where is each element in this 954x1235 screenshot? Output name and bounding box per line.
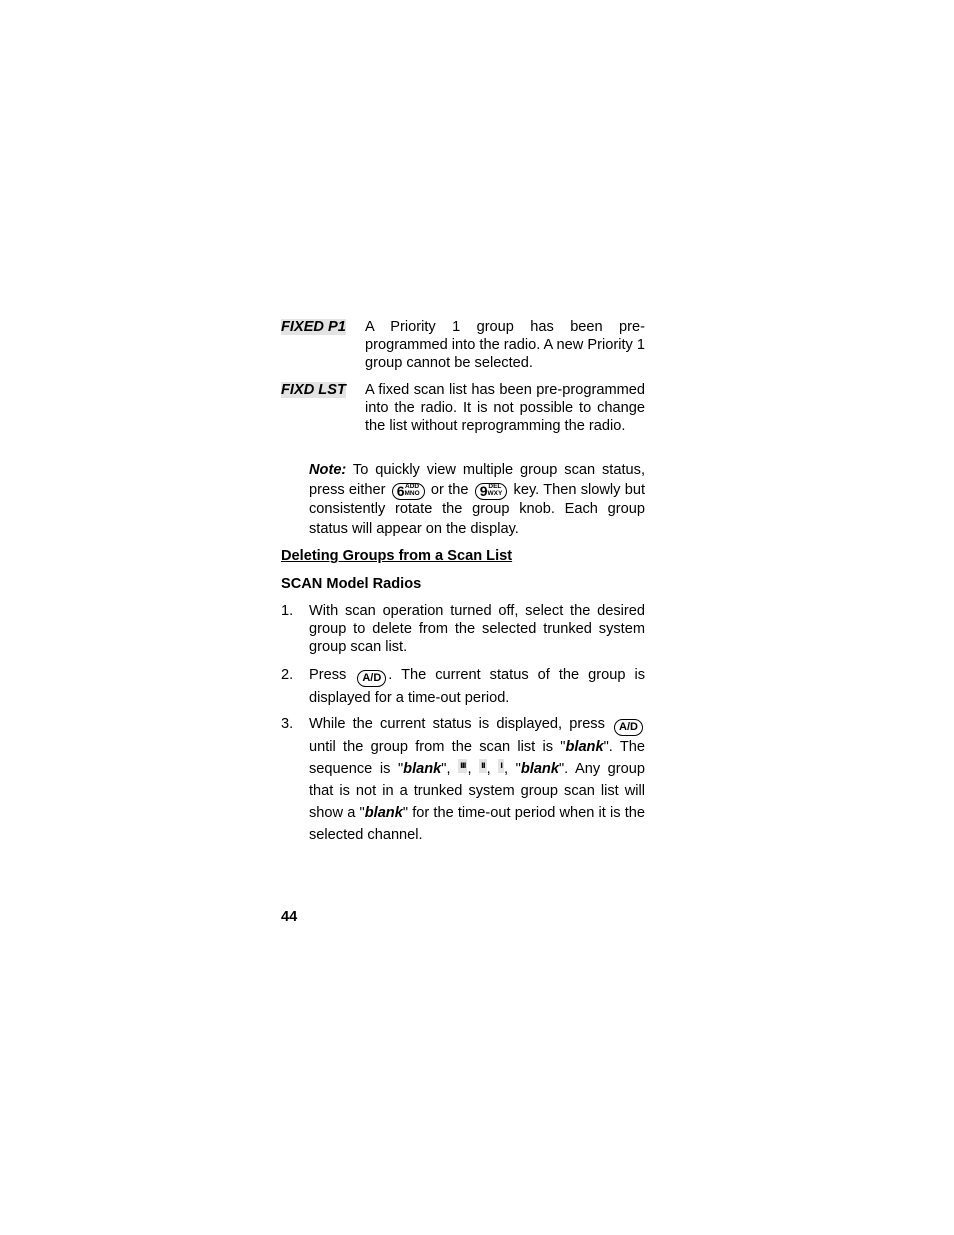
definition-description: A fixed scan list has been pre-programmed into the radio. It is not possible to change the list without reprogramming the radio. bbox=[365, 382, 645, 434]
note-label: Note: bbox=[309, 462, 347, 478]
signal-two-bars-icon: ıı bbox=[481, 760, 485, 771]
ad-key-icon: A/D bbox=[614, 719, 643, 736]
ad-key-icon: A/D bbox=[357, 670, 386, 687]
definition-term: FIXED P1 bbox=[281, 319, 346, 335]
signal-three-bars-icon: ııı bbox=[460, 760, 466, 771]
note-paragraph: Note: To quickly view multiple group scan status, press either 6ADD MNO or the 9DEL WXY key. Then slowly but consistently rotate the group knob. Each group status will appear on the display. bbox=[309, 462, 645, 537]
step-1: 1. With scan operation turned off, select the desired group to delete from the selected trunked system group scan list. bbox=[281, 603, 645, 655]
definition-fixd-lst bbox=[281, 381, 645, 435]
definition-term: FIXD LST bbox=[281, 382, 346, 398]
section-heading: Deleting Groups from a Scan List bbox=[281, 548, 513, 564]
definition-fixed-p1 bbox=[281, 318, 645, 372]
key-6-add-icon: 6ADD MNO bbox=[392, 483, 425, 500]
step-text: Press A/D . The current status of the group is displayed for a time-out period. bbox=[309, 667, 646, 706]
step-2: 2. Press A/D . The current status of the group is displayed for a time-out period. bbox=[281, 664, 645, 709]
signal-one-bar-icon: ı bbox=[500, 760, 503, 771]
definition-list bbox=[281, 318, 645, 435]
page-number: 44 bbox=[281, 909, 298, 925]
step-text: While the current status is displayed, press A/D until the group from the scan list is "blank". The sequence is "blank", ııı , ıı , ı , "blank". Any group that is not in a trunked system group scan list will show a "blank" for the time-out period when it is the selected channel. bbox=[309, 716, 646, 843]
key-9-del-icon: 9DEL WXY bbox=[475, 483, 508, 500]
definition-description: A Priority 1 group has been pre-programmed into the radio. A new Priority 1 group cannot be selected. bbox=[365, 319, 645, 371]
step-3: 3. While the current status is displayed, press A/D until the group from the scan list is "blank". The sequence is "blank", ııı , ıı , ı , "blank". Any group that is not in a trunked system group scan list will show a "blank" for the time-out period when it is the selected channel. bbox=[281, 713, 645, 846]
step-text: With scan operation turned off, select the desired group to delete from the selected trunked system group scan list. bbox=[309, 603, 645, 655]
sub-heading: SCAN Model Radios bbox=[281, 576, 422, 592]
